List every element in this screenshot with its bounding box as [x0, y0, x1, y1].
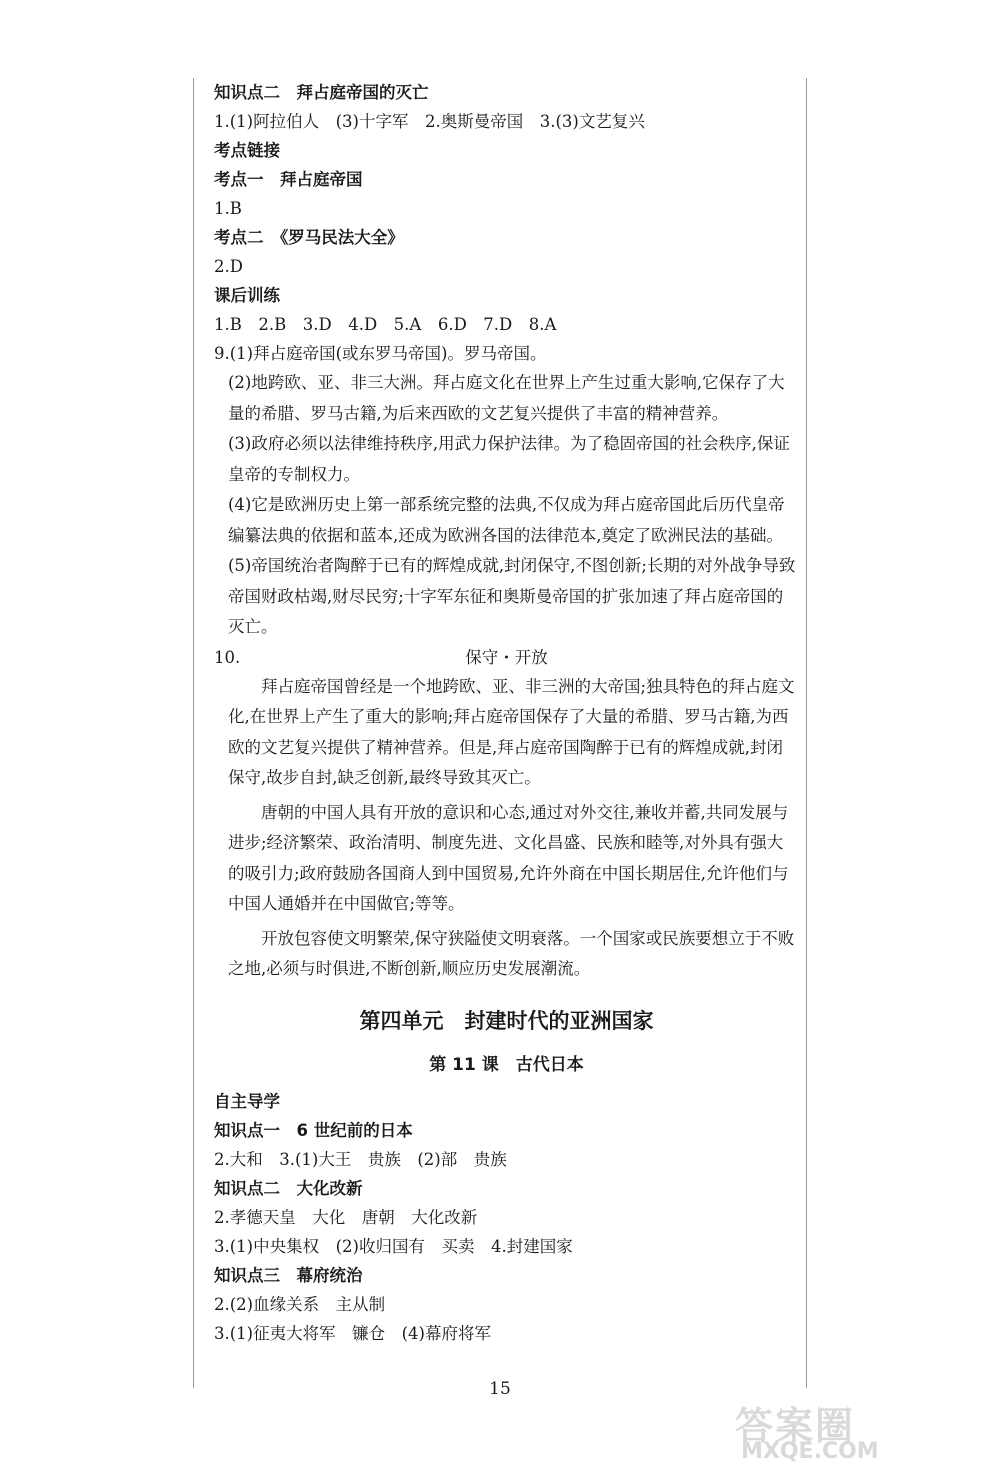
watermark-logo-text: 答案圈: [735, 1404, 856, 1448]
answer-paragraph: (4)它是欧洲历史上第一部系统完整的法典,不仅成为拜占庭帝国此后历代皇帝编纂法典的依据和蓝本,还成为欧洲各国的法律范本,奠定了欧洲民法的基础。: [228, 495, 785, 545]
answer-line: 3.(1)征夷大将军 镰仓 (4)幕府将军: [214, 1323, 491, 1343]
answer-line: 2.孝德天皇 大化 唐朝 大化改新: [214, 1207, 478, 1227]
answer-paragraph: (3)政府必须以法律维持秩序,用武力保护法律。为了稳固帝国的社会秩序,保证皇帝的专制权力。: [228, 434, 790, 484]
answer-line: 1.B: [214, 199, 242, 218]
answer-paragraph: (5)帝国统治者陶醉于已有的辉煌成就,封闭保守,不图创新;长期的对外战争导致帝国财政枯竭,财尽民穷;十字军东征和奥斯曼帝国的扩张加速了拜占庭帝国的灭亡。: [228, 556, 796, 636]
subsection-heading: 考点二 《罗马民法大全》: [214, 228, 404, 247]
multiple-choice-answers: 1.B 2.B 3.D 4.D 5.A 6.D 7.D 8.A: [214, 315, 557, 334]
section-heading: 自主导学: [214, 1091, 280, 1111]
unit-title: 第四单元 封建时代的亚洲国家: [359, 1008, 654, 1033]
site-watermark: [735, 1395, 985, 1465]
watermark-url: MXQE.COM: [741, 1439, 879, 1464]
answer-line: 1.(1)阿拉伯人 (3)十字军 2.奥斯曼帝国 3.(3)文艺复兴: [214, 112, 645, 131]
question-number: 10.: [214, 647, 241, 667]
right-column-rule: [806, 78, 807, 1388]
subsection-heading: 知识点二 大化改新: [214, 1178, 363, 1198]
section-heading: 考点链接: [214, 141, 280, 160]
answer-line: 3.(1)中央集权 (2)收归国有 买卖 4.封建国家: [214, 1236, 573, 1256]
answer-line: 2.大和 3.(1)大王 贵族 (2)部 贵族: [214, 1149, 507, 1169]
answer-line: 9.(1)拜占庭帝国(或东罗马帝国)。罗马帝国。: [214, 344, 547, 363]
answer-content: [214, 78, 799, 1348]
essay-paragraph: 唐朝的中国人具有开放的意识和心态,通过对外交往,兼收并蓄,共同发展与进步;经济繁荣、政治清明、制度先进、文化昌盛、民族和睦等,对外具有强大的吸引力;政府鼓励各国商人到中国贸易,允许外商在中国长期居住,允许他们与中国人通婚并在中国做官;等等。: [228, 802, 789, 913]
lesson-title: 第 11 课 古代日本: [429, 1054, 584, 1075]
section-heading: 知识点二 拜占庭帝国的灭亡: [214, 83, 429, 102]
subsection-heading: 知识点一 6 世纪前的日本: [214, 1120, 413, 1140]
subsection-heading: 考点一 拜占庭帝国: [214, 170, 363, 189]
essay-paragraph: 开放包容使文明繁荣,保守狭隘使文明衰落。一个国家或民族要想立于不败之地,必须与时俱进,不断创新,顺应历史发展潮流。: [228, 928, 795, 978]
section-heading: 课后训练: [214, 286, 280, 305]
answer-paragraph: (2)地跨欧、亚、非三大洲。拜占庭文化在世界上产生过重大影响,它保存了大量的希腊、罗马古籍,为后来西欧的文艺复兴提供了丰富的精神营养。: [228, 373, 785, 423]
essay-title: 保守・开放: [465, 647, 548, 667]
answer-line: 2.(2)血缘关系 主从制: [214, 1294, 386, 1314]
left-column-rule: [193, 78, 194, 1388]
essay-paragraph: 拜占庭帝国曾经是一个地跨欧、亚、非三洲的大帝国;独具特色的拜占庭文化,在世界上产生了重大的影响;拜占庭帝国保存了大量的希腊、罗马古籍,为西欧的文艺复兴提供了精神营养。但是,拜占庭帝国陶醉于已有的辉煌成就,封闭保守,故步自封,缺乏创新,最终导致其灭亡。: [228, 676, 795, 787]
essay-heading: [214, 643, 799, 672]
answer-line: 2.D: [214, 257, 243, 276]
subsection-heading: 知识点三 幕府统治: [214, 1265, 363, 1285]
page-number: 15: [489, 1379, 511, 1399]
